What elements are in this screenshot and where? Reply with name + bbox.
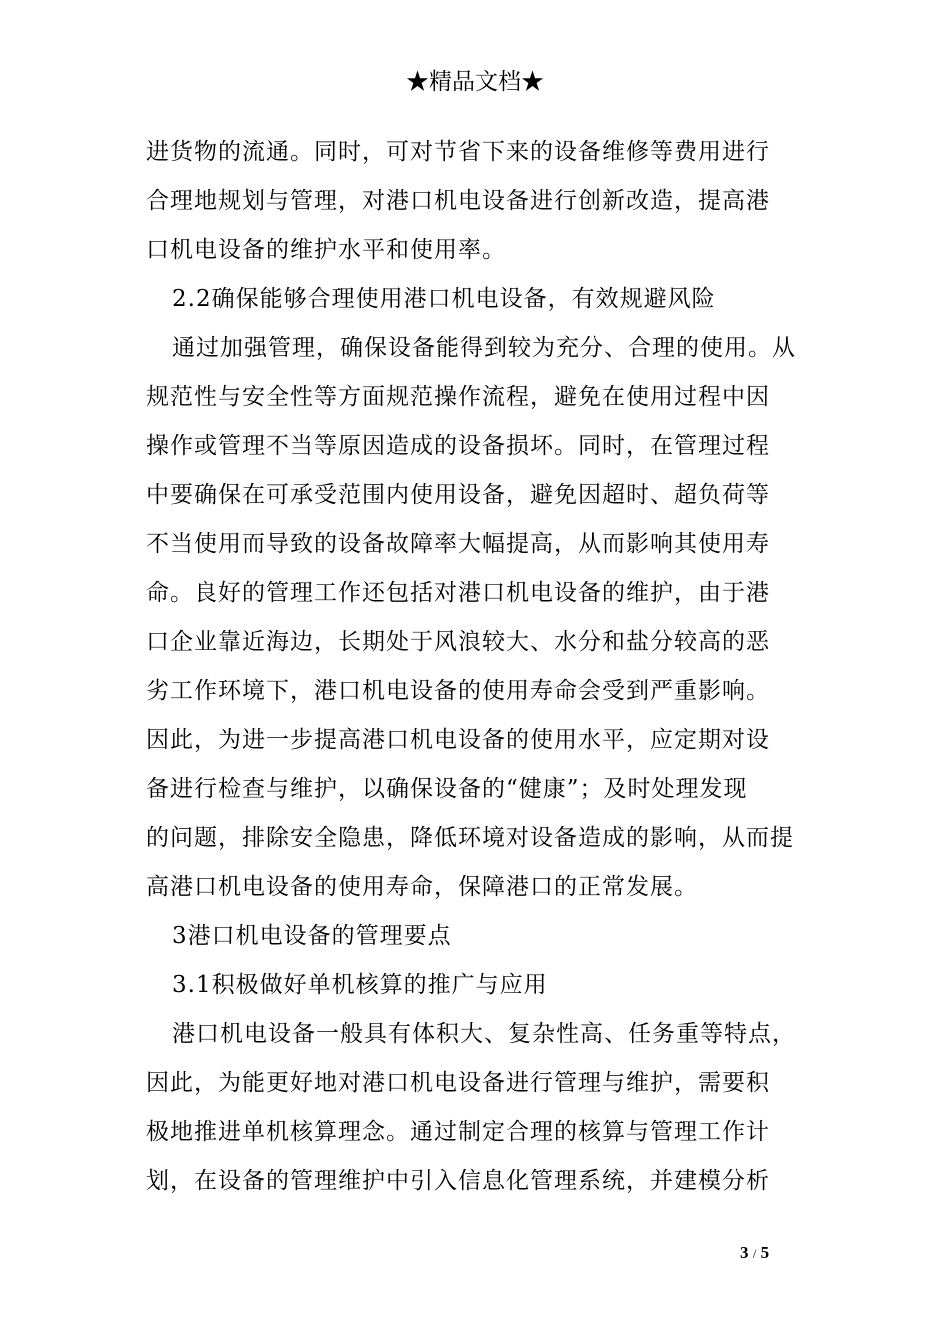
body-line: 因此，为能更好地对港口机电设备进行管理与维护，需要积 [146, 1070, 770, 1096]
section-heading-2-2: 2.2确保能够合理使用港口机电设备，有效规避风险 [172, 286, 716, 312]
body-line: 进货物的流通。同时，可对节省下来的设备维修等费用进行 [146, 139, 770, 165]
document-body [146, 128, 810, 1206]
body-line: 的问题，排除安全隐患，降低环境对设备造成的影响，从而提 [146, 825, 794, 851]
body-line: 中要确保在可承受范围内使用设备，避免因超时、超负荷等 [146, 482, 770, 508]
body-line: 不当使用而导致的设备故障率大幅提高，从而影响其使用寿 [146, 531, 770, 557]
page-current: 3 [740, 1243, 749, 1262]
body-line: 口机电设备的维护水平和使用率。 [146, 237, 506, 263]
section-heading-3: 3港口机电设备的管理要点 [172, 923, 452, 949]
section-heading-3-1: 3.1积极做好单机核算的推广与应用 [172, 972, 548, 998]
body-line: 划，在设备的管理维护中引入信息化管理系统，并建模分析 [146, 1168, 770, 1194]
page-number [740, 1240, 769, 1267]
page-total: 5 [760, 1243, 770, 1262]
body-line: 规范性与安全性等方面规范操作流程，避免在使用过程中因 [146, 384, 770, 410]
body-line: 高港口机电设备的使用寿命，保障港口的正常发展。 [146, 874, 698, 900]
page-header-title: ★精品文档★ [406, 69, 544, 95]
body-line: 极地推进单机核算理念。通过制定合理的核算与管理工作计 [146, 1119, 770, 1145]
paragraph-start: 通过加强管理，确保设备能得到较为充分、合理的使用。从 [172, 335, 796, 361]
body-line: 劣工作环境下，港口机电设备的使用寿命会受到严重影响。 [146, 678, 770, 704]
page-separator: / [752, 1246, 757, 1261]
body-line: 因此，为进一步提高港口机电设备的使用水平，应定期对设 [146, 727, 770, 753]
body-line: 合理地规划与管理，对港口机电设备进行创新改造，提高港 [146, 188, 770, 214]
body-line: 命。良好的管理工作还包括对港口机电设备的维护，由于港 [146, 580, 770, 606]
body-line: 操作或管理不当等原因造成的设备损坏。同时，在管理过程 [146, 433, 770, 459]
paragraph-start: 港口机电设备一般具有体积大、复杂性高、任务重等特点， [172, 1021, 796, 1047]
body-line: 口企业靠近海边，长期处于风浪较大、水分和盐分较高的恶 [146, 629, 770, 655]
body-line: 备进行检查与维护，以确保设备的“健康”；及时处理发现 [146, 776, 748, 802]
